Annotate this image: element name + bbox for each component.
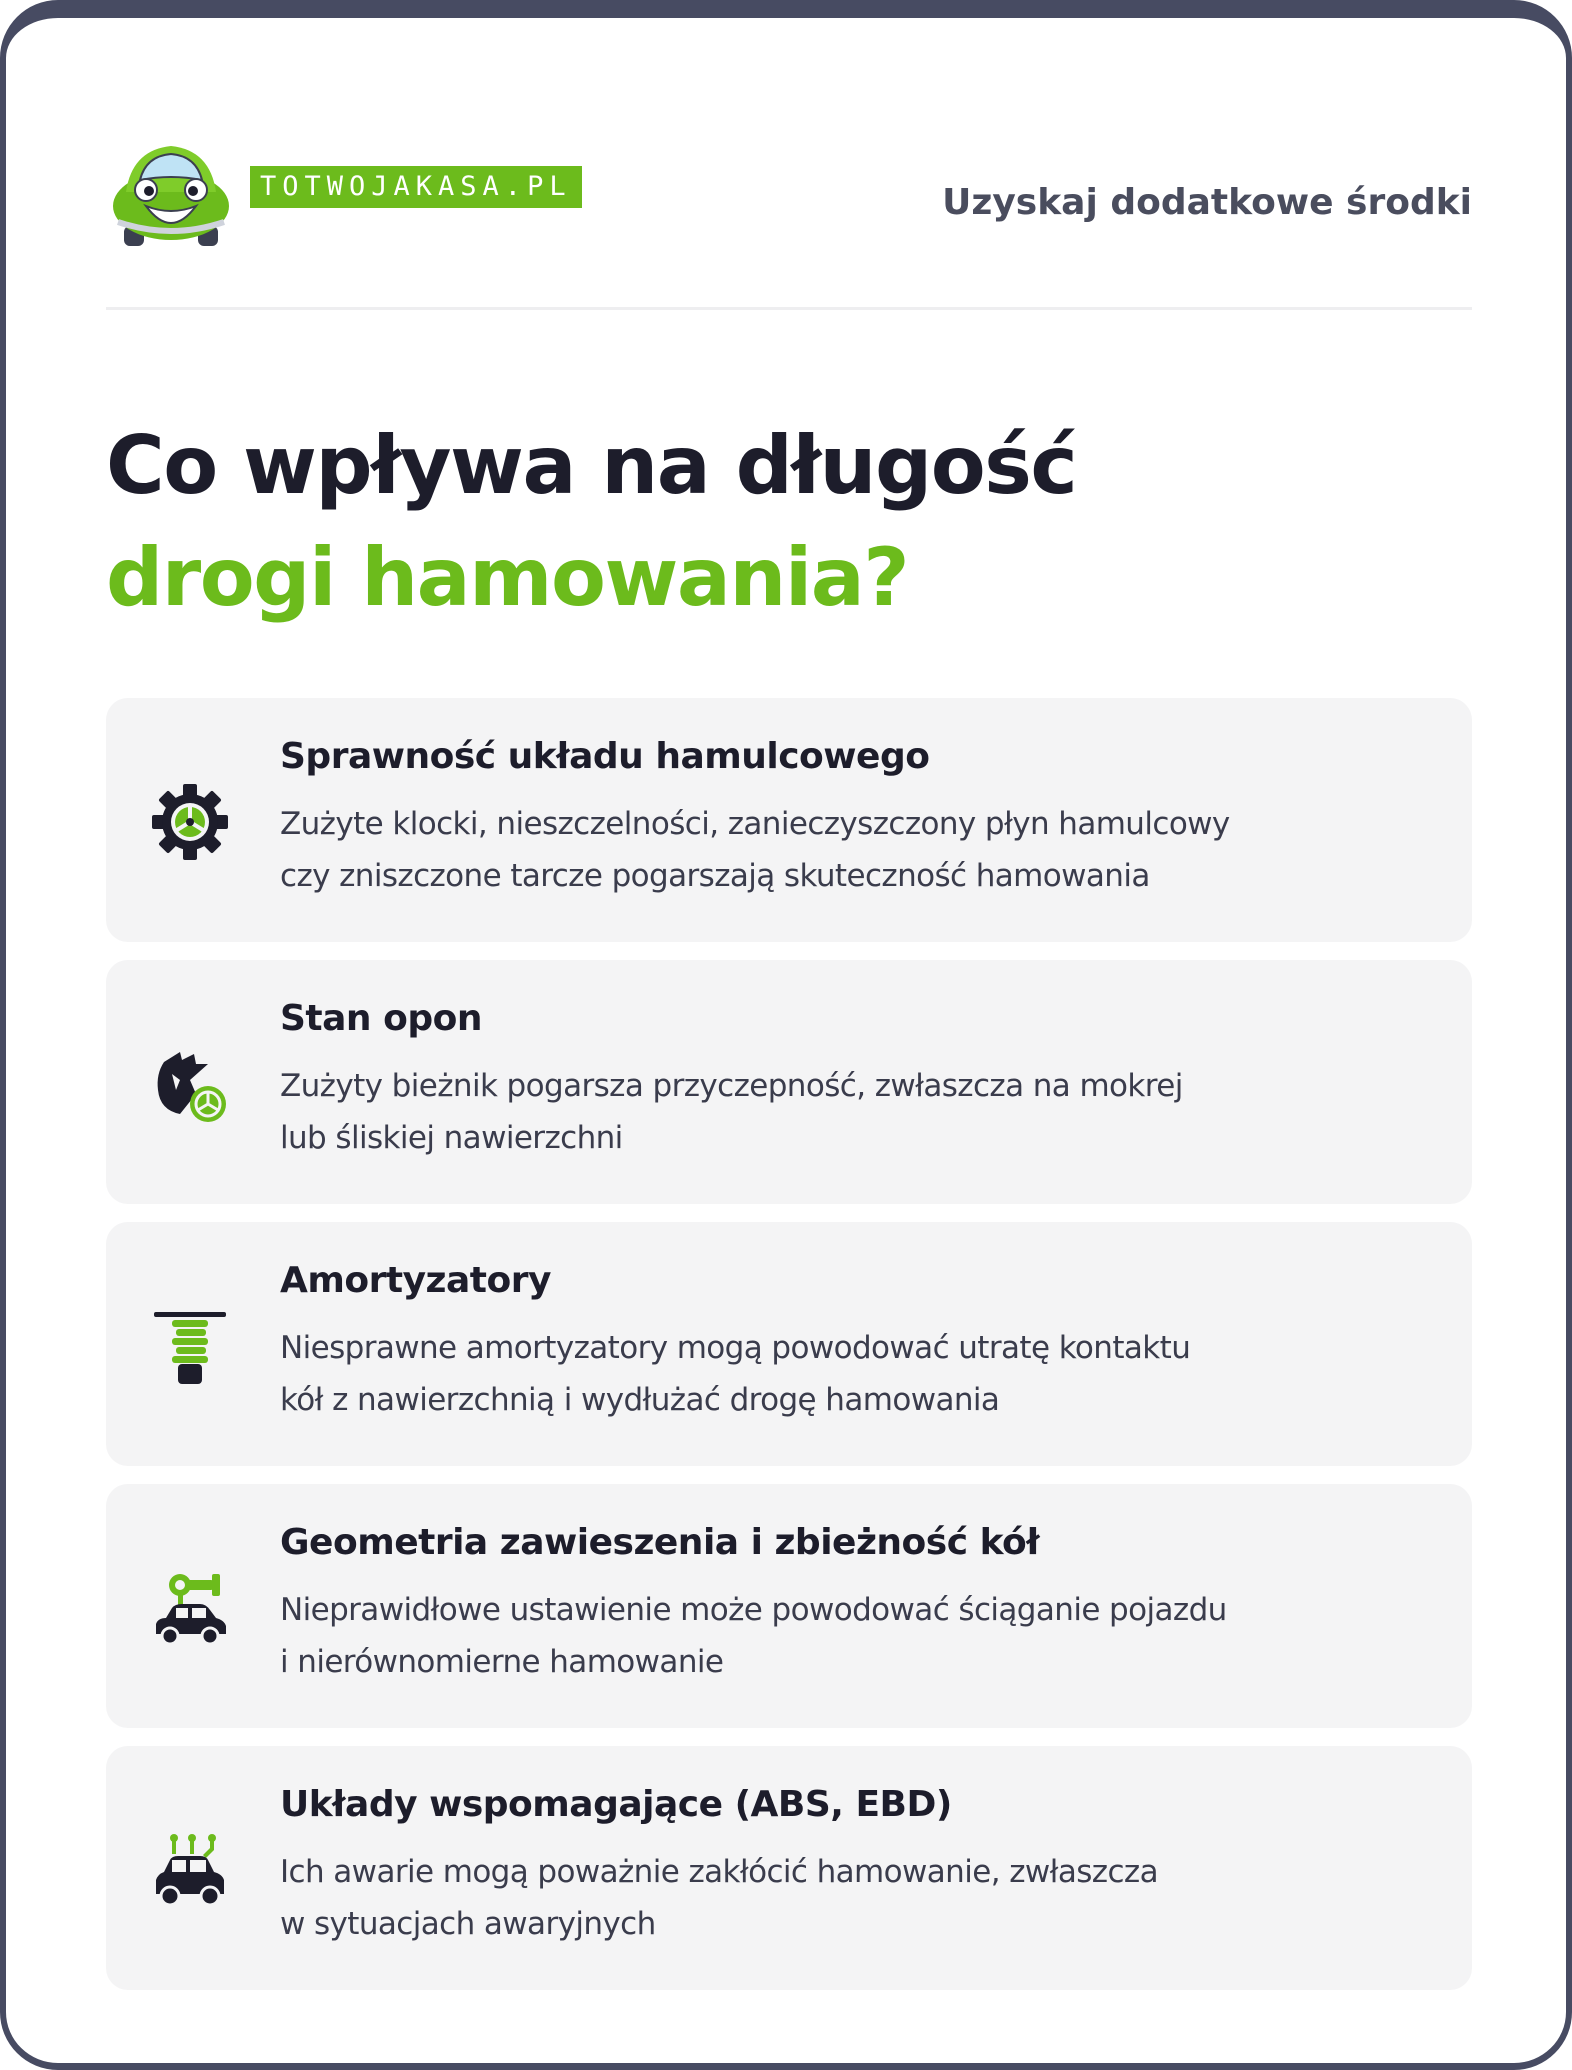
logo-text: TOTWOJAKASA.PL — [250, 166, 582, 208]
item-description — [280, 1584, 1400, 1688]
header — [106, 130, 1472, 260]
page-title — [106, 410, 1472, 634]
item-description — [280, 1060, 1400, 1164]
header-divider — [106, 307, 1472, 310]
item-title: Geometria zawieszenia i zbieżność kół — [280, 1522, 1040, 1563]
item-title: Stan opon — [280, 998, 482, 1039]
item-description-line: i nierównomierne hamowanie — [280, 1644, 724, 1680]
car-assist-systems-icon — [150, 1830, 230, 1910]
item-description — [280, 1846, 1400, 1950]
list-item — [106, 1746, 1472, 1990]
item-title: Układy wspomagające (ABS, EBD) — [280, 1784, 952, 1825]
item-description — [280, 798, 1400, 902]
item-description — [280, 1322, 1400, 1426]
list-item — [106, 960, 1472, 1204]
title-line-1: Co wpływa na długość — [106, 419, 1077, 512]
list-item — [106, 698, 1472, 942]
item-description-line: Niesprawne amortyzatory mogą powodować utratę kontaktu — [280, 1330, 1191, 1366]
brake-gear-icon — [150, 782, 230, 862]
item-description-line: Nieprawidłowe ustawienie może powodować ściąganie pojazdu — [280, 1592, 1227, 1628]
item-description-line: lub śliskiej nawierzchni — [280, 1120, 623, 1156]
car-mascot-icon — [106, 130, 236, 260]
item-description-line: w sytuacjach awaryjnych — [280, 1906, 656, 1942]
title-line-2: drogi hamowania? — [106, 531, 909, 624]
list-item — [106, 1484, 1472, 1728]
item-description-line: czy zniszczone tarcze pogarszają skuteczność hamowania — [280, 858, 1150, 894]
item-description-line: kół z nawierzchnią i wydłużać drogę hamowania — [280, 1382, 1000, 1418]
logo[interactable] — [106, 130, 586, 260]
wheel-alignment-icon — [150, 1568, 230, 1648]
tire-icon — [150, 1044, 230, 1124]
item-title: Amortyzatory — [280, 1260, 551, 1301]
item-description-line: Zużyty bieżnik pogarsza przyczepność, zwłaszcza na mokrej — [280, 1068, 1183, 1104]
item-description-line: Zużyte klocki, nieszczelności, zanieczyszczony płyn hamulcowy — [280, 806, 1230, 842]
extra-funds-link[interactable]: Uzyskaj dodatkowe środki — [942, 182, 1472, 223]
shock-absorber-icon — [150, 1306, 230, 1386]
list-item — [106, 1222, 1472, 1466]
item-title: Sprawność układu hamulcowego — [280, 736, 930, 777]
item-description-line: Ich awarie mogą poważnie zakłócić hamowanie, zwłaszcza — [280, 1854, 1158, 1890]
